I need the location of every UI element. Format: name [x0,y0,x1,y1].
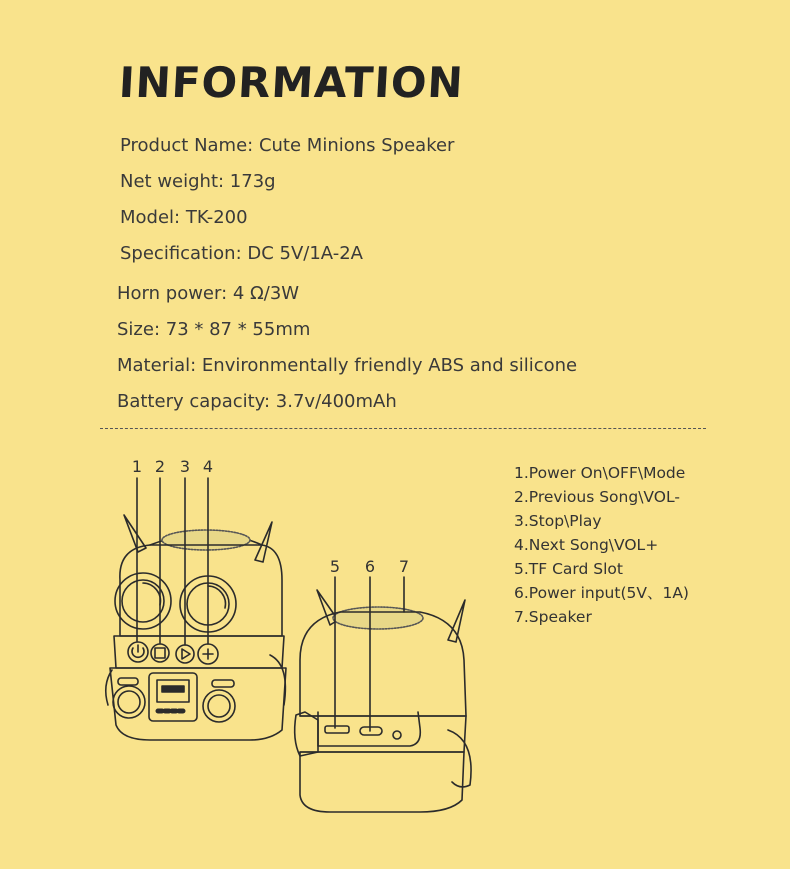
spec-specification: Specification: DC 5V/1A-2A [120,243,363,264]
callout-1: 1 [131,457,143,476]
page-title: INFORMATION [117,58,465,107]
feature-legend [514,461,689,629]
spec-horn-power: Horn power: 4 Ω/3W [117,283,300,304]
legend-item: 6.Power input(5V、1A) [514,584,689,602]
legend-item: 4.Next Song\VOL+ [514,536,659,554]
front-speaker-drawing [106,478,286,740]
spec-size: Size: 73 * 87 * 55mm [117,319,311,340]
callout-7: 7 [398,557,410,576]
callout-6: 6 [364,557,376,576]
legend-item: 3.Stop\Play [514,512,602,530]
callout-4: 4 [202,457,214,476]
spec-material: Material: Environmentally friendly ABS and silicone [117,355,578,376]
back-speaker-drawing [295,577,471,812]
legend-item: 2.Previous Song\VOL- [514,488,680,506]
callout-5: 5 [329,557,341,576]
callout-3: 3 [179,457,191,476]
spec-model: Model: TK-200 [120,207,248,228]
legend-item: 5.TF Card Slot [514,560,623,578]
spec-battery: Battery capacity: 3.7v/400mAh [117,391,397,412]
legend-item: 1.Power On\OFF\Mode [514,464,686,482]
callout-2: 2 [154,457,166,476]
spec-net-weight: Net weight: 173g [120,171,276,192]
spec-product-name: Product Name: Cute Minions Speaker [120,135,455,156]
legend-item: 7.Speaker [514,608,592,626]
